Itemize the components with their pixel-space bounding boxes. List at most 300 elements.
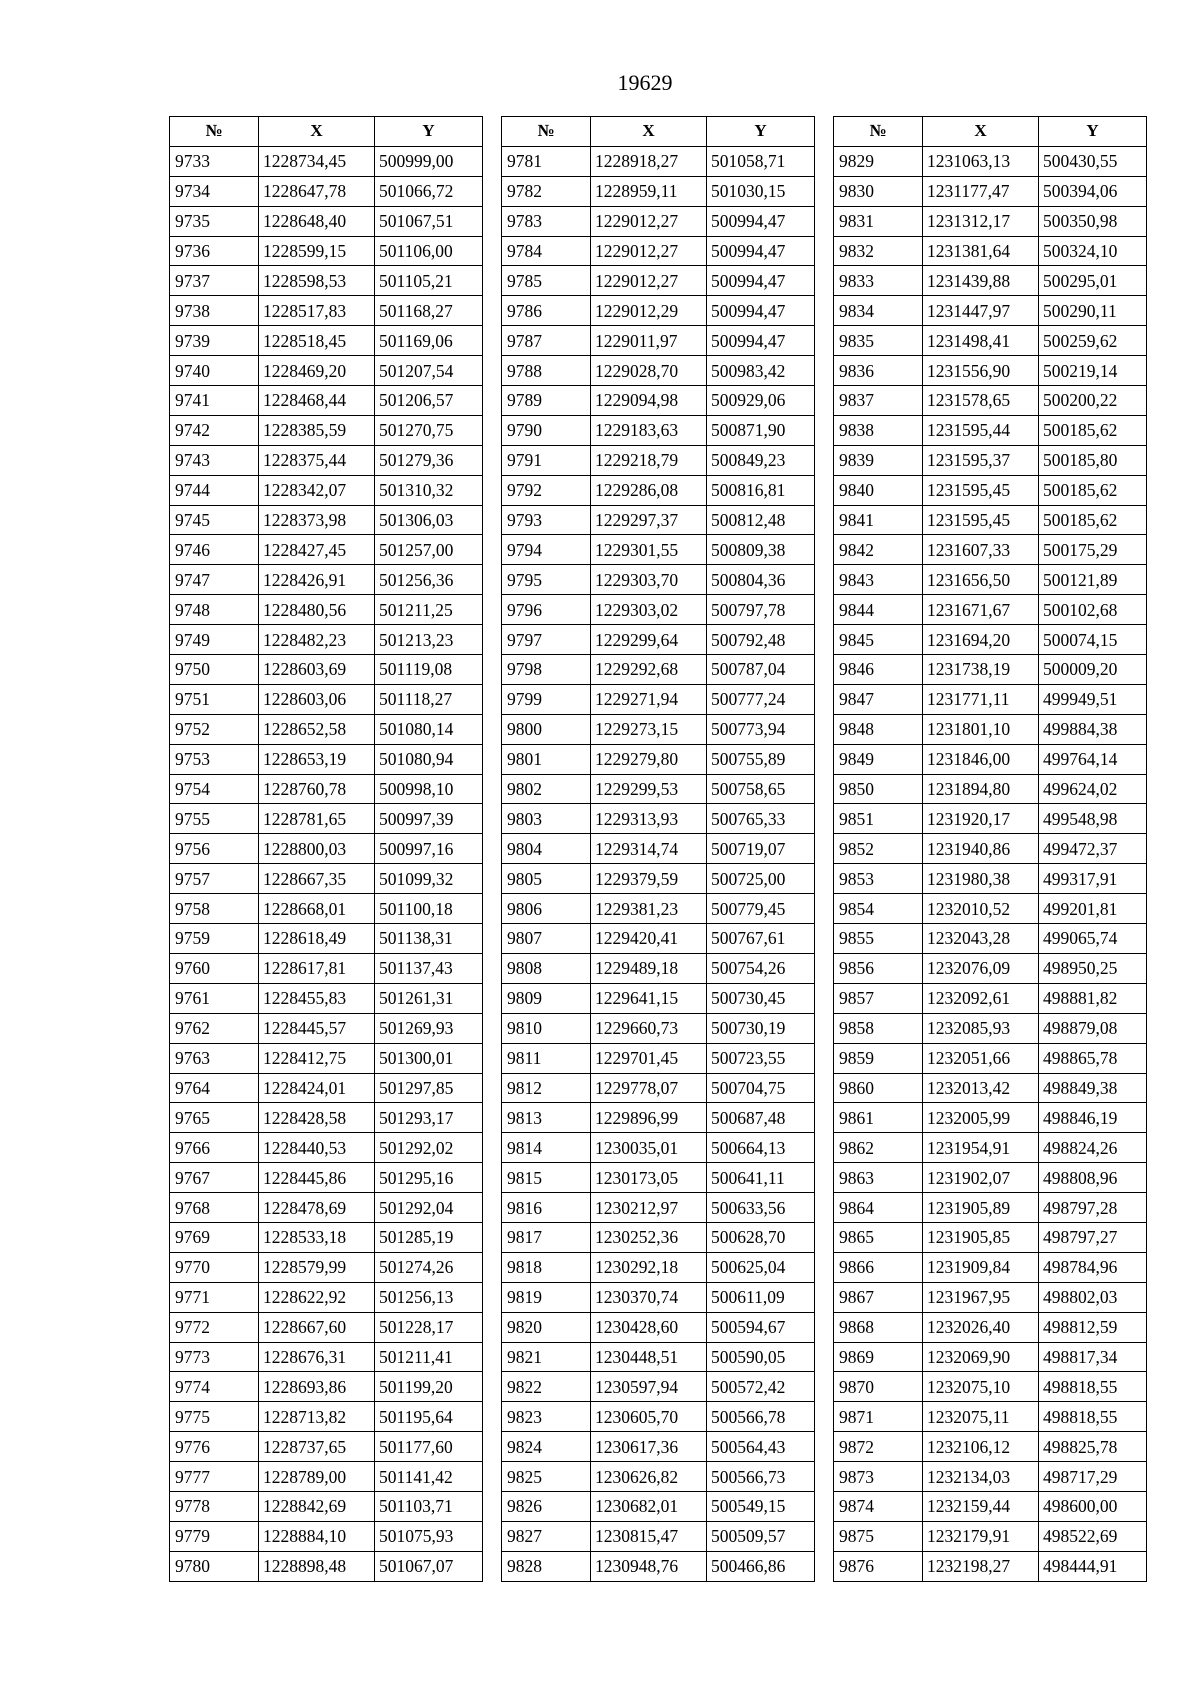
table-row — [502, 1551, 815, 1581]
table-row — [170, 1163, 483, 1193]
table-row — [834, 565, 1147, 595]
x-coordinate-cell: 1232092,61 — [923, 983, 1039, 1013]
x-coordinate-cell: 1232075,10 — [923, 1372, 1039, 1402]
x-coordinate-cell: 1231902,07 — [923, 1163, 1039, 1193]
y-coordinate-cell: 500687,48 — [707, 1103, 815, 1133]
x-coordinate-cell: 1229012,27 — [591, 236, 707, 266]
x-coordinate-cell: 1229641,15 — [591, 983, 707, 1013]
y-coordinate-cell: 501030,15 — [707, 176, 815, 206]
column-header-number: № — [834, 117, 923, 147]
x-coordinate-cell: 1228455,83 — [259, 983, 375, 1013]
table-row — [502, 535, 815, 565]
x-coordinate-cell: 1228598,53 — [259, 266, 375, 296]
y-coordinate-cell: 500809,38 — [707, 535, 815, 565]
point-number-cell: 9752 — [170, 714, 259, 744]
y-coordinate-cell: 500994,47 — [707, 236, 815, 266]
x-coordinate-cell: 1230035,01 — [591, 1133, 707, 1163]
y-coordinate-cell: 501295,16 — [375, 1163, 483, 1193]
table-row — [502, 356, 815, 386]
point-number-cell: 9777 — [170, 1462, 259, 1492]
point-number-cell: 9810 — [502, 1013, 591, 1043]
table-row — [170, 625, 483, 655]
table-row — [502, 266, 815, 296]
x-coordinate-cell: 1228603,69 — [259, 655, 375, 685]
y-coordinate-cell: 498881,82 — [1039, 983, 1147, 1013]
table-row — [170, 1252, 483, 1282]
y-coordinate-cell: 501292,04 — [375, 1193, 483, 1223]
column-header-x: X — [259, 117, 375, 147]
x-coordinate-cell: 1228737,65 — [259, 1432, 375, 1462]
x-coordinate-cell: 1231381,64 — [923, 236, 1039, 266]
x-coordinate-cell: 1231980,38 — [923, 864, 1039, 894]
point-number-cell: 9749 — [170, 625, 259, 655]
y-coordinate-cell: 500295,01 — [1039, 266, 1147, 296]
y-coordinate-cell: 501067,07 — [375, 1551, 483, 1581]
x-coordinate-cell: 1230626,82 — [591, 1462, 707, 1492]
x-coordinate-cell: 1228959,11 — [591, 176, 707, 206]
table-row — [834, 894, 1147, 924]
x-coordinate-cell: 1228617,81 — [259, 953, 375, 983]
point-number-cell: 9756 — [170, 834, 259, 864]
point-number-cell: 9754 — [170, 774, 259, 804]
y-coordinate-cell: 501257,00 — [375, 535, 483, 565]
table-row — [170, 1282, 483, 1312]
y-coordinate-cell: 501300,01 — [375, 1043, 483, 1073]
x-coordinate-cell: 1228603,06 — [259, 684, 375, 714]
table-row — [170, 1551, 483, 1581]
y-coordinate-cell: 500549,15 — [707, 1491, 815, 1521]
x-coordinate-cell: 1231940,86 — [923, 834, 1039, 864]
point-number-cell: 9815 — [502, 1163, 591, 1193]
x-coordinate-cell: 1230212,97 — [591, 1193, 707, 1223]
x-coordinate-cell: 1230173,05 — [591, 1163, 707, 1193]
x-coordinate-cell: 1228480,56 — [259, 595, 375, 625]
table-row — [502, 1193, 815, 1223]
point-number-cell: 9759 — [170, 924, 259, 954]
point-number-cell: 9840 — [834, 475, 923, 505]
y-coordinate-cell: 501141,42 — [375, 1462, 483, 1492]
y-coordinate-cell: 501080,14 — [375, 714, 483, 744]
y-coordinate-cell: 498879,08 — [1039, 1013, 1147, 1043]
y-coordinate-cell: 500185,62 — [1039, 415, 1147, 445]
point-number-cell: 9763 — [170, 1043, 259, 1073]
x-coordinate-cell: 1228533,18 — [259, 1222, 375, 1252]
y-coordinate-cell: 501169,06 — [375, 326, 483, 356]
y-coordinate-cell: 501207,54 — [375, 356, 483, 386]
x-coordinate-cell: 1228668,01 — [259, 894, 375, 924]
point-number-cell: 9861 — [834, 1103, 923, 1133]
y-coordinate-cell: 500997,39 — [375, 804, 483, 834]
point-number-cell: 9785 — [502, 266, 591, 296]
y-coordinate-cell: 500730,19 — [707, 1013, 815, 1043]
table-row — [834, 505, 1147, 535]
y-coordinate-cell: 500816,81 — [707, 475, 815, 505]
point-number-cell: 9849 — [834, 744, 923, 774]
y-coordinate-cell: 498808,96 — [1039, 1163, 1147, 1193]
x-coordinate-cell: 1229303,70 — [591, 565, 707, 595]
table-row — [834, 1103, 1147, 1133]
x-coordinate-cell: 1232085,93 — [923, 1013, 1039, 1043]
coordinate-tables — [169, 116, 1146, 1586]
point-number-cell: 9771 — [170, 1282, 259, 1312]
point-number-cell: 9733 — [170, 146, 259, 176]
column-header-y: Y — [375, 117, 483, 147]
point-number-cell: 9766 — [170, 1133, 259, 1163]
y-coordinate-cell: 500664,13 — [707, 1133, 815, 1163]
x-coordinate-cell: 1229701,45 — [591, 1043, 707, 1073]
column-header-y: Y — [707, 117, 815, 147]
x-coordinate-cell: 1228652,58 — [259, 714, 375, 744]
point-number-cell: 9827 — [502, 1521, 591, 1551]
point-number-cell: 9753 — [170, 744, 259, 774]
y-coordinate-cell: 501292,02 — [375, 1133, 483, 1163]
y-coordinate-cell: 501100,18 — [375, 894, 483, 924]
table-row — [834, 1163, 1147, 1193]
y-coordinate-cell: 501066,72 — [375, 176, 483, 206]
x-coordinate-cell: 1230252,36 — [591, 1222, 707, 1252]
table-row — [834, 146, 1147, 176]
y-coordinate-cell: 498846,19 — [1039, 1103, 1147, 1133]
table-row — [170, 1013, 483, 1043]
y-coordinate-cell: 501206,57 — [375, 386, 483, 416]
y-coordinate-cell: 500758,65 — [707, 774, 815, 804]
table-row — [170, 1521, 483, 1551]
point-number-cell: 9807 — [502, 924, 591, 954]
x-coordinate-cell: 1230597,94 — [591, 1372, 707, 1402]
table-header-row — [834, 117, 1147, 147]
x-coordinate-cell: 1229279,80 — [591, 744, 707, 774]
table-row — [170, 1491, 483, 1521]
y-coordinate-cell: 500430,55 — [1039, 146, 1147, 176]
point-number-cell: 9790 — [502, 415, 591, 445]
x-coordinate-cell: 1231738,19 — [923, 655, 1039, 685]
x-coordinate-cell: 1228342,07 — [259, 475, 375, 505]
point-number-cell: 9832 — [834, 236, 923, 266]
table-row — [170, 505, 483, 535]
point-number-cell: 9876 — [834, 1551, 923, 1581]
x-coordinate-cell: 1228427,45 — [259, 535, 375, 565]
x-coordinate-cell: 1232013,42 — [923, 1073, 1039, 1103]
point-number-cell: 9750 — [170, 655, 259, 685]
x-coordinate-cell: 1230605,70 — [591, 1402, 707, 1432]
y-coordinate-cell: 499949,51 — [1039, 684, 1147, 714]
y-coordinate-cell: 501211,25 — [375, 595, 483, 625]
x-coordinate-cell: 1228579,99 — [259, 1252, 375, 1282]
point-number-cell: 9778 — [170, 1491, 259, 1521]
table-row — [502, 894, 815, 924]
y-coordinate-cell: 501211,41 — [375, 1342, 483, 1372]
table-row — [834, 1402, 1147, 1432]
table-row — [502, 924, 815, 954]
y-coordinate-cell: 500998,10 — [375, 774, 483, 804]
x-coordinate-cell: 1228647,78 — [259, 176, 375, 206]
x-coordinate-cell: 1231694,20 — [923, 625, 1039, 655]
x-coordinate-cell: 1229381,23 — [591, 894, 707, 924]
x-coordinate-cell: 1232075,11 — [923, 1402, 1039, 1432]
table-row — [170, 1312, 483, 1342]
x-coordinate-cell: 1231595,45 — [923, 475, 1039, 505]
point-number-cell: 9820 — [502, 1312, 591, 1342]
table-row — [502, 1462, 815, 1492]
x-coordinate-cell: 1228734,45 — [259, 146, 375, 176]
y-coordinate-cell: 500994,47 — [707, 206, 815, 236]
y-coordinate-cell: 498444,91 — [1039, 1551, 1147, 1581]
table-row — [502, 953, 815, 983]
y-coordinate-cell: 501177,60 — [375, 1432, 483, 1462]
y-coordinate-cell: 500185,62 — [1039, 505, 1147, 535]
y-coordinate-cell: 500394,06 — [1039, 176, 1147, 206]
point-number-cell: 9767 — [170, 1163, 259, 1193]
y-coordinate-cell: 498824,26 — [1039, 1133, 1147, 1163]
x-coordinate-cell: 1228373,98 — [259, 505, 375, 535]
point-number-cell: 9836 — [834, 356, 923, 386]
point-number-cell: 9772 — [170, 1312, 259, 1342]
y-coordinate-cell: 500871,90 — [707, 415, 815, 445]
point-number-cell: 9873 — [834, 1462, 923, 1492]
table-row — [170, 1043, 483, 1073]
point-number-cell: 9825 — [502, 1462, 591, 1492]
x-coordinate-cell: 1231595,37 — [923, 445, 1039, 475]
point-number-cell: 9808 — [502, 953, 591, 983]
table-row — [834, 1432, 1147, 1462]
point-number-cell: 9791 — [502, 445, 591, 475]
table-row — [834, 834, 1147, 864]
x-coordinate-cell: 1228517,83 — [259, 296, 375, 326]
x-coordinate-cell: 1229012,27 — [591, 266, 707, 296]
x-coordinate-cell: 1229011,97 — [591, 326, 707, 356]
y-coordinate-cell: 500641,11 — [707, 1163, 815, 1193]
table-row — [170, 595, 483, 625]
y-coordinate-cell: 500725,00 — [707, 864, 815, 894]
x-coordinate-cell: 1232198,27 — [923, 1551, 1039, 1581]
table-row — [170, 834, 483, 864]
x-coordinate-cell: 1231447,97 — [923, 296, 1039, 326]
y-coordinate-cell: 501105,21 — [375, 266, 483, 296]
y-coordinate-cell: 500765,33 — [707, 804, 815, 834]
point-number-cell: 9735 — [170, 206, 259, 236]
x-coordinate-cell: 1229297,37 — [591, 505, 707, 535]
x-coordinate-cell: 1232106,12 — [923, 1432, 1039, 1462]
y-coordinate-cell: 500773,94 — [707, 714, 815, 744]
point-number-cell: 9787 — [502, 326, 591, 356]
y-coordinate-cell: 498818,55 — [1039, 1402, 1147, 1432]
x-coordinate-cell: 1232043,28 — [923, 924, 1039, 954]
y-coordinate-cell: 499548,98 — [1039, 804, 1147, 834]
table-row — [502, 834, 815, 864]
x-coordinate-cell: 1231063,13 — [923, 146, 1039, 176]
table-row — [170, 714, 483, 744]
table-row — [170, 1103, 483, 1133]
table-row — [834, 176, 1147, 206]
table-row — [170, 146, 483, 176]
point-number-cell: 9806 — [502, 894, 591, 924]
point-number-cell: 9835 — [834, 326, 923, 356]
point-number-cell: 9775 — [170, 1402, 259, 1432]
table-row — [834, 804, 1147, 834]
point-number-cell: 9834 — [834, 296, 923, 326]
table-row — [170, 475, 483, 505]
x-coordinate-cell: 1231967,95 — [923, 1282, 1039, 1312]
x-coordinate-cell: 1228789,00 — [259, 1462, 375, 1492]
y-coordinate-cell: 498825,78 — [1039, 1432, 1147, 1462]
table-row — [502, 983, 815, 1013]
y-coordinate-cell: 498717,29 — [1039, 1462, 1147, 1492]
table-row — [834, 1252, 1147, 1282]
y-coordinate-cell: 500572,42 — [707, 1372, 815, 1402]
table-row — [834, 1013, 1147, 1043]
x-coordinate-cell: 1228478,69 — [259, 1193, 375, 1223]
table-row — [502, 1402, 815, 1432]
y-coordinate-cell: 500994,47 — [707, 266, 815, 296]
point-number-cell: 9746 — [170, 535, 259, 565]
table-row — [834, 774, 1147, 804]
point-number-cell: 9781 — [502, 146, 591, 176]
point-number-cell: 9857 — [834, 983, 923, 1013]
y-coordinate-cell: 500564,43 — [707, 1432, 815, 1462]
table-row — [170, 326, 483, 356]
y-coordinate-cell: 501256,13 — [375, 1282, 483, 1312]
x-coordinate-cell: 1228713,82 — [259, 1402, 375, 1432]
point-number-cell: 9874 — [834, 1491, 923, 1521]
y-coordinate-cell: 500994,47 — [707, 326, 815, 356]
y-coordinate-cell: 500628,70 — [707, 1222, 815, 1252]
point-number-cell: 9800 — [502, 714, 591, 744]
x-coordinate-cell: 1232010,52 — [923, 894, 1039, 924]
x-coordinate-cell: 1232069,90 — [923, 1342, 1039, 1372]
table-row — [502, 1491, 815, 1521]
x-coordinate-cell: 1229489,18 — [591, 953, 707, 983]
point-number-cell: 9858 — [834, 1013, 923, 1043]
y-coordinate-cell: 500633,56 — [707, 1193, 815, 1223]
x-coordinate-cell: 1228618,49 — [259, 924, 375, 954]
y-coordinate-cell: 500983,42 — [707, 356, 815, 386]
x-coordinate-cell: 1228412,75 — [259, 1043, 375, 1073]
x-coordinate-cell: 1230292,18 — [591, 1252, 707, 1282]
x-coordinate-cell: 1229271,94 — [591, 684, 707, 714]
point-number-cell: 9761 — [170, 983, 259, 1013]
table-row — [170, 1462, 483, 1492]
table-row — [170, 864, 483, 894]
y-coordinate-cell: 501256,36 — [375, 565, 483, 595]
point-number-cell: 9747 — [170, 565, 259, 595]
table-header-row — [170, 117, 483, 147]
y-coordinate-cell: 500767,61 — [707, 924, 815, 954]
point-number-cell: 9823 — [502, 1402, 591, 1432]
y-coordinate-cell: 500200,22 — [1039, 386, 1147, 416]
point-number-cell: 9859 — [834, 1043, 923, 1073]
point-number-cell: 9737 — [170, 266, 259, 296]
y-coordinate-cell: 500290,11 — [1039, 296, 1147, 326]
x-coordinate-cell: 1231656,50 — [923, 565, 1039, 595]
y-coordinate-cell: 500566,78 — [707, 1402, 815, 1432]
table-row — [834, 1282, 1147, 1312]
table-row — [834, 924, 1147, 954]
table-row — [502, 1252, 815, 1282]
table-row — [834, 386, 1147, 416]
point-number-cell: 9844 — [834, 595, 923, 625]
table-row — [170, 565, 483, 595]
y-coordinate-cell: 500185,62 — [1039, 475, 1147, 505]
x-coordinate-cell: 1228428,58 — [259, 1103, 375, 1133]
column-header-number: № — [502, 117, 591, 147]
column-header-x: X — [591, 117, 707, 147]
x-coordinate-cell: 1228468,44 — [259, 386, 375, 416]
y-coordinate-cell: 498797,28 — [1039, 1193, 1147, 1223]
table-row — [170, 924, 483, 954]
column-header-number: № — [170, 117, 259, 147]
point-number-cell: 9811 — [502, 1043, 591, 1073]
table-row — [170, 415, 483, 445]
page-number: 19629 — [617, 70, 673, 95]
point-number-cell: 9818 — [502, 1252, 591, 1282]
point-number-cell: 9776 — [170, 1432, 259, 1462]
point-number-cell: 9793 — [502, 505, 591, 535]
table-row — [834, 1491, 1147, 1521]
table-row — [834, 595, 1147, 625]
y-coordinate-cell: 500929,06 — [707, 386, 815, 416]
point-number-cell: 9774 — [170, 1372, 259, 1402]
x-coordinate-cell: 1231439,88 — [923, 266, 1039, 296]
point-number-cell: 9845 — [834, 625, 923, 655]
table-row — [834, 1043, 1147, 1073]
point-number-cell: 9743 — [170, 445, 259, 475]
table-row — [834, 1133, 1147, 1163]
x-coordinate-cell: 1230948,76 — [591, 1551, 707, 1581]
table-row — [170, 1402, 483, 1432]
point-number-cell: 9824 — [502, 1432, 591, 1462]
x-coordinate-cell: 1232134,03 — [923, 1462, 1039, 1492]
y-coordinate-cell: 501119,08 — [375, 655, 483, 685]
x-coordinate-cell: 1229896,99 — [591, 1103, 707, 1133]
y-coordinate-cell: 499764,14 — [1039, 744, 1147, 774]
point-number-cell: 9831 — [834, 206, 923, 236]
x-coordinate-cell: 1230370,74 — [591, 1282, 707, 1312]
table-row — [170, 774, 483, 804]
point-number-cell: 9780 — [170, 1551, 259, 1581]
y-coordinate-cell: 501168,27 — [375, 296, 483, 326]
point-number-cell: 9871 — [834, 1402, 923, 1432]
table-row — [834, 1551, 1147, 1581]
y-coordinate-cell: 501106,00 — [375, 236, 483, 266]
table-row — [502, 804, 815, 834]
y-coordinate-cell: 500466,86 — [707, 1551, 815, 1581]
table-row — [502, 176, 815, 206]
y-coordinate-cell: 499884,38 — [1039, 714, 1147, 744]
x-coordinate-cell: 1229314,74 — [591, 834, 707, 864]
x-coordinate-cell: 1229273,15 — [591, 714, 707, 744]
table-row — [502, 1342, 815, 1372]
table-row — [502, 386, 815, 416]
point-number-cell: 9769 — [170, 1222, 259, 1252]
point-number-cell: 9867 — [834, 1282, 923, 1312]
point-number-cell: 9839 — [834, 445, 923, 475]
point-number-cell: 9786 — [502, 296, 591, 326]
point-number-cell: 9866 — [834, 1252, 923, 1282]
table-row — [170, 684, 483, 714]
point-number-cell: 9842 — [834, 535, 923, 565]
table-row — [834, 266, 1147, 296]
table-row — [502, 475, 815, 505]
x-coordinate-cell: 1231578,65 — [923, 386, 1039, 416]
y-coordinate-cell: 501138,31 — [375, 924, 483, 954]
y-coordinate-cell: 500185,80 — [1039, 445, 1147, 475]
table-row — [170, 744, 483, 774]
point-number-cell: 9860 — [834, 1073, 923, 1103]
table-row — [502, 714, 815, 744]
table-row — [170, 1222, 483, 1252]
x-coordinate-cell: 1230617,36 — [591, 1432, 707, 1462]
point-number-cell: 9828 — [502, 1551, 591, 1581]
